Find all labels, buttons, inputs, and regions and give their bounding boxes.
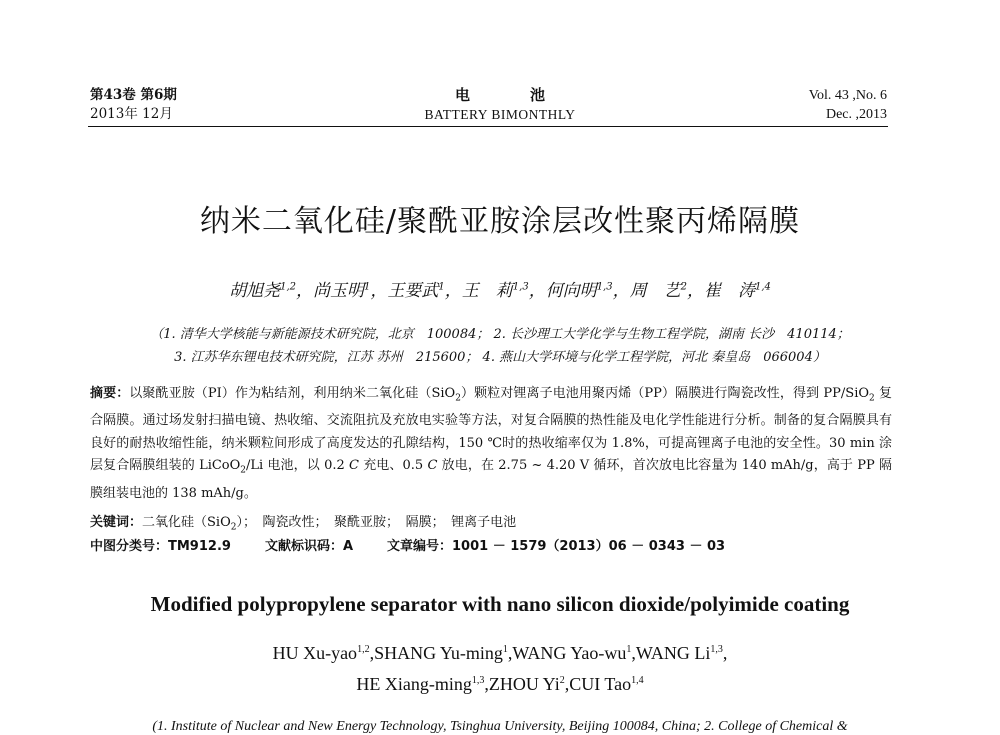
abstract-cn: 摘要：以聚酰亚胺（PI）作为粘结剂，利用纳米二氧化硅（SiO$_2$）颗粒对锂离子电池用聚丙烯（PP）隔膜进行陶瓷改性，得到 PP/SiO$_2$ 复合隔膜。通过场发射扫描电镜、热收缩、交流阻抗及充放电实验等方法，对复合隔膜的热性能及电化学性能进行分析。制备的复合隔膜具有良好的耐热收缩性能，纳米颗粒间形成了高度发达的孔隙结构，150 ℃时的热收缩率仅为 1.8%，可提高锂离子电池的安全性。30 min 涂层复合隔膜组装的 LiCoO$_2$/Li 电池，以 0.2 C 充电、0.5 C 放电，在 2.75 ~ 4.20 V 循环，首次放电比容量为 140 mAh/g，高于 PP 隔膜组装电池的 138 mAh/g。 — [90, 386, 893, 501]
author-cn: 崔 涛$^{1,4}$ — [703, 281, 771, 301]
paper-title-cn: 纳米二氧化硅/聚酰亚胺涂层改性聚丙烯隔膜 — [199, 204, 801, 239]
author-cn: 胡旭尧$^{1,2}$ — [229, 281, 297, 301]
volume-issue-en: Vol. 43 ,No. 6 — [808, 88, 887, 103]
date-en: Dec. ,2013 — [825, 107, 887, 122]
author-cn: 尚玉明$^1$ — [313, 281, 371, 301]
header-rule — [88, 126, 888, 127]
header-issue-info-en — [760, 86, 887, 124]
authors-cn: 胡旭尧$^{1,2}$，尚玉明$^1$，王要武$^1$，王 莉$^{1,3}$，何向明$^{1,3}$，周 艺$^2$，崔 涛$^{1,4}$ — [229, 281, 771, 301]
author-cn: 周 艺$^2$ — [629, 281, 687, 301]
authors-en-line: HE Xiang-ming$^{1,3}$,ZHOU Yi$^2$,CUI Tao$^{1,4}$ — [356, 674, 644, 694]
authors-en-line: HU Xu-yao$^{1,2}$,SHANG Yu-ming$^1$,WANG Yao-$wu^1,WANG$ Li$^{1,3}$, — [272, 643, 728, 663]
date-cn: 2013年 12月 — [90, 106, 173, 122]
author-cn: 王要武$^1$ — [387, 281, 445, 301]
clc-number: 中图分类号：TM912.9 — [90, 539, 231, 554]
keywords-cn: 关键词：二氧化硅（SiO$_2$）； 陶瓷改性； 聚酰亚胺； 隔膜； 锂离子电池 — [90, 515, 517, 533]
author-cn: 何向明$^{1,3}$ — [545, 281, 613, 301]
paper-title-en: Modified polypropylene separator with nano silicon dioxide/polyimide coating — [150, 592, 850, 616]
affiliation-line: 3. 江苏华东锂电技术研究院，江苏 苏州 215600； 4. 燕山大学环境与化学工程学院，河北 秦皇岛 066004） — [174, 350, 826, 365]
journal-name-cn: 电池 — [454, 86, 605, 104]
article-number: 文章编号：1001 － 1579（2013）06 － 0343 － 03 — [387, 539, 726, 554]
affiliation-en: (1. Institute of Nuclear and New Energy Technology, Tsinghua University, Beijing 100084, China; 2. College of Chemical & — [152, 719, 848, 734]
document-code: 文献标识码：A — [264, 539, 353, 554]
affiliations-cn — [90, 323, 910, 369]
affiliation-line: （1. 清华大学核能与新能源技术研究院，北京 100084； 2. 长沙理工大学化学与生物工程学院，湖南 长沙 410114； — [150, 327, 850, 342]
classification-info — [90, 536, 892, 558]
authors-en — [0, 636, 1000, 698]
keywords-label: 关键词： — [90, 515, 143, 530]
abstract-label: 摘要： — [90, 386, 130, 401]
author-cn: 王 莉$^{1,3}$ — [461, 281, 529, 301]
volume-issue-cn: 第43卷 第6期 — [90, 87, 177, 103]
journal-name-en: BATTERY BIMONTHLY — [424, 107, 576, 122]
